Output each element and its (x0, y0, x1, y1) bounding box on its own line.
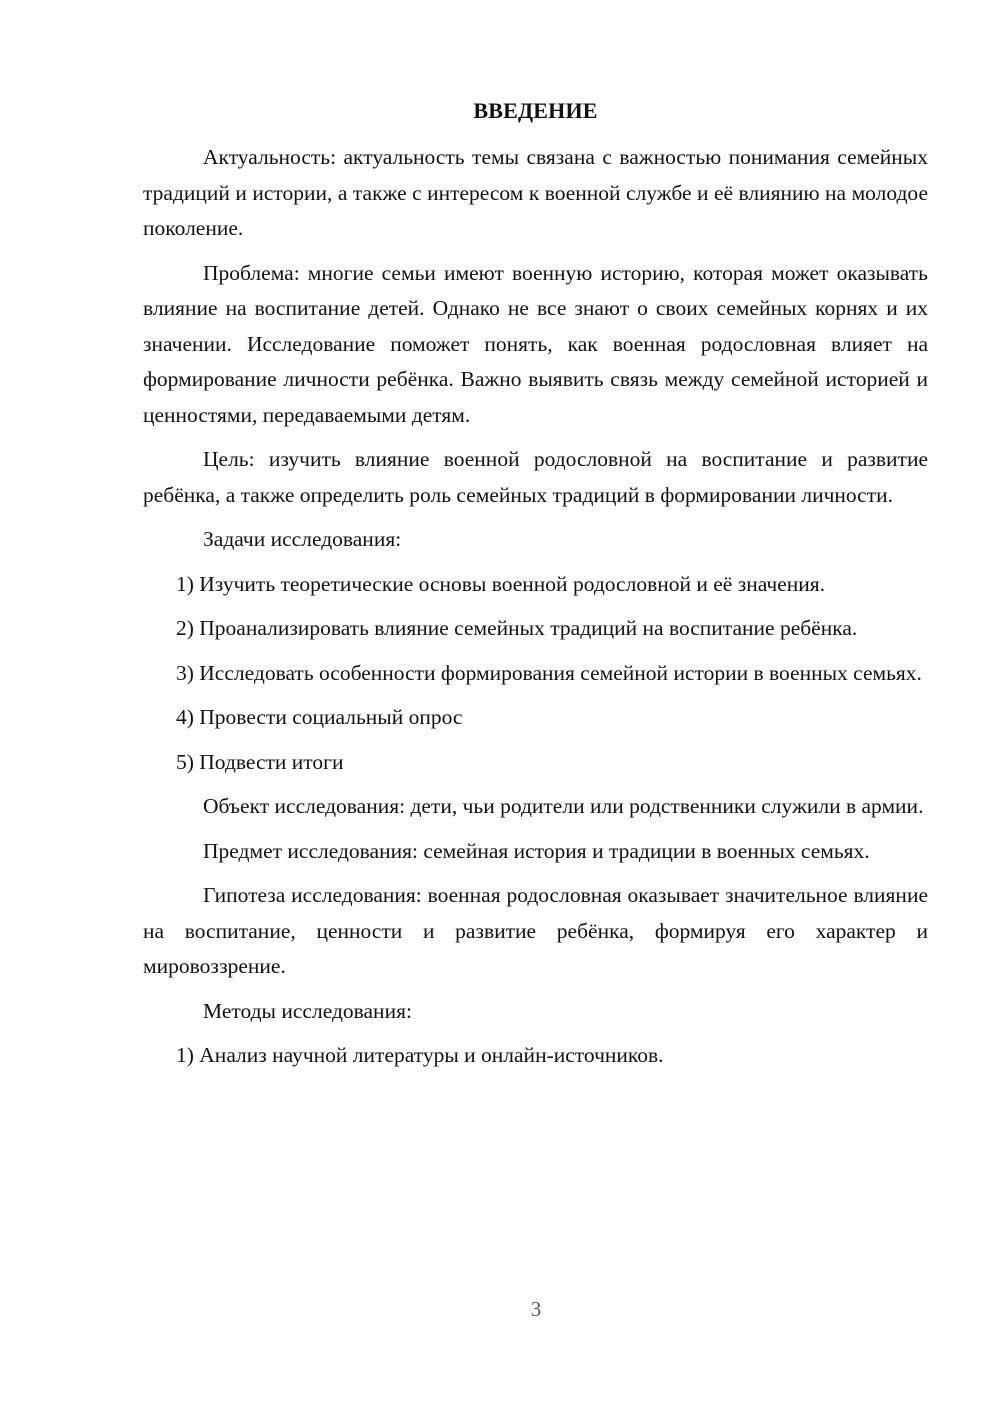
task-item-3: 3) Исследовать особенности формирования семейной истории в военных семьях. (176, 660, 922, 685)
paragraph-relevance: Актуальность: актуальность темы связана с важностью понимания семейных традиций и истории, а также с интересом к военной службе и её влиянию на молодое поколение. (143, 145, 928, 240)
paragraph-problem: Проблема: многие семьи имеют военную историю, которая может оказывать влияние на воспитание детей. Однако не все знают о своих семейных корнях и их значении. Исследование поможет понять, как военная родословная влияет на формирование личности ребёнка. Важно выявить связь между семейной историей и ценностями, передаваемыми детям. (143, 260, 928, 427)
task-item-2: 2) Проанализировать влияние семейных традиций на воспитание ребёнка. (176, 616, 858, 640)
method-item-1: 1) Анализ научной литературы и онлайн-источников. (176, 1043, 664, 1067)
task-item-5: 5) Подвести итоги (176, 749, 344, 774)
task-item-1: 1) Изучить теоретические основы военной родословной и её значения. (176, 571, 826, 596)
page-number: 3 (530, 1297, 542, 1321)
methods-heading: Методы исследования: (203, 998, 412, 1023)
page-content (143, 96, 928, 1083)
paragraph-hypothesis: Гипотеза исследования: военная родословная оказывает значительное влияние на воспитание, ценности и развитие ребёнка, формируя его характер и мировоззрение. (143, 883, 928, 978)
task-item-4: 4) Провести социальный опрос (176, 705, 463, 729)
paragraph-object: Объект исследования: дети, чьи родители или родственники служили в армии. (203, 794, 924, 818)
paragraph-subject: Предмет исследования: семейная история и традиции в военных семьях. (203, 838, 870, 863)
paragraph-goal: Цель: изучить влияние военной родословной на воспитание и развитие ребёнка, а также определить роль семейных традиций в формировании личности. (143, 447, 928, 507)
tasks-heading: Задачи исследования: (203, 527, 402, 551)
section-title: ВВЕДЕНИЕ (473, 98, 598, 123)
